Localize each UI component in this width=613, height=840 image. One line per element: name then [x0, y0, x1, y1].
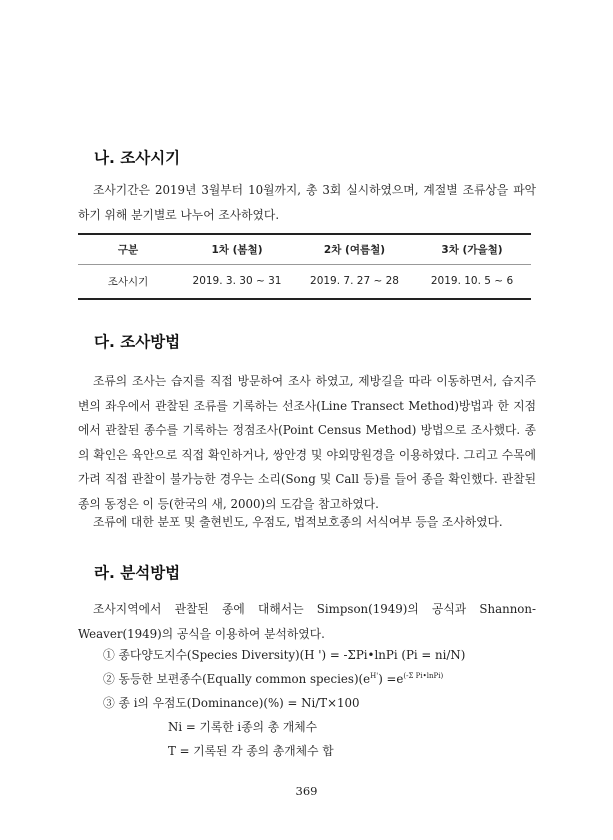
table-cell: 조사시기	[78, 264, 178, 299]
analysis-paragraph: 조사지역에서 관찰된 종에 대해서는 Simpson(1949)의 공식과 Shannon-Weaver(1949)의 공식을 이용하여 분석하였다.	[78, 602, 536, 641]
formula-superscript: (-Σ Pi•lnPi)	[403, 672, 444, 681]
table-header-cell: 3차 (가을철)	[413, 234, 531, 264]
formula-equally-common-mid: ) =e	[378, 672, 404, 686]
formula-diversity: ① 종다양도지수(Species Diversity)(H ') = -ΣPi•lnPi (Pi = ni/N)	[103, 648, 466, 662]
formula-note-t: T = 기록된 각 종의 총개체수 합	[168, 744, 334, 758]
table-header-cell: 2차 (여름철)	[296, 234, 413, 264]
schedule-paragraph: 조사기간은 2019년 3월부터 10월까지, 총 3회 실시하였으며, 계절별 조류상을 파악하기 위해 분기별로 나누어 조사하였다.	[78, 183, 536, 222]
formula-note-ni: Ni = 기록한 i종의 총 개체수	[168, 720, 318, 734]
section-heading-analysis: 라. 분석방법	[94, 564, 181, 582]
section-heading-schedule: 나. 조사시기	[94, 149, 181, 167]
table-header-row	[78, 234, 531, 264]
table-header-cell: 1차 (봄철)	[178, 234, 296, 264]
formula-dominance: ③ 종 i의 우점도(Dominance)(%) = Ni/T×100	[103, 696, 360, 710]
formula-equally-common-text: ② 동등한 보편종수(Equally common species)(e	[103, 672, 371, 686]
schedule-table	[78, 233, 531, 300]
page-number: 369	[295, 784, 318, 798]
table-header-cell: 구분	[78, 234, 178, 264]
table-cell: 2019. 3. 30 ~ 31	[178, 264, 296, 299]
formula-superscript: H'	[370, 672, 379, 681]
method-paragraph-1: 조류의 조사는 습지를 직접 방문하여 조사 하였고, 제방길을 따라 이동하면서, 습지주변의 좌우에서 관찰된 조류를 기록하는 선조사(Line Transect Method)방법과 한 지점에서 관찰된 종수를 기록하는 정점조사(Point Census Method) 방법으로 조사했다. 종의 확인은 육안으로 직접 확인하거나, 쌍안경 및 야외망원경을 이용하였다. 그리고 수목에 가려 직접 관찰이 불가능한 경우는 소리(Song 및 Call 등)를 들어 종을 확인했다. 관찰된 종의 동정은 이 등(한국의 새, 2000)의 도감을 참고하였다.	[78, 374, 536, 511]
table-cell: 2019. 10. 5 ~ 6	[413, 264, 531, 299]
table-row	[78, 264, 531, 299]
section-heading-method: 다. 조사방법	[94, 333, 181, 351]
method-paragraph-2: 조류에 대한 분포 및 출현빈도, 우점도, 법적보호종의 서식여부 등을 조사하였다.	[93, 515, 503, 529]
table-cell: 2019. 7. 27 ~ 28	[296, 264, 413, 299]
formula-equally-common	[103, 670, 443, 687]
